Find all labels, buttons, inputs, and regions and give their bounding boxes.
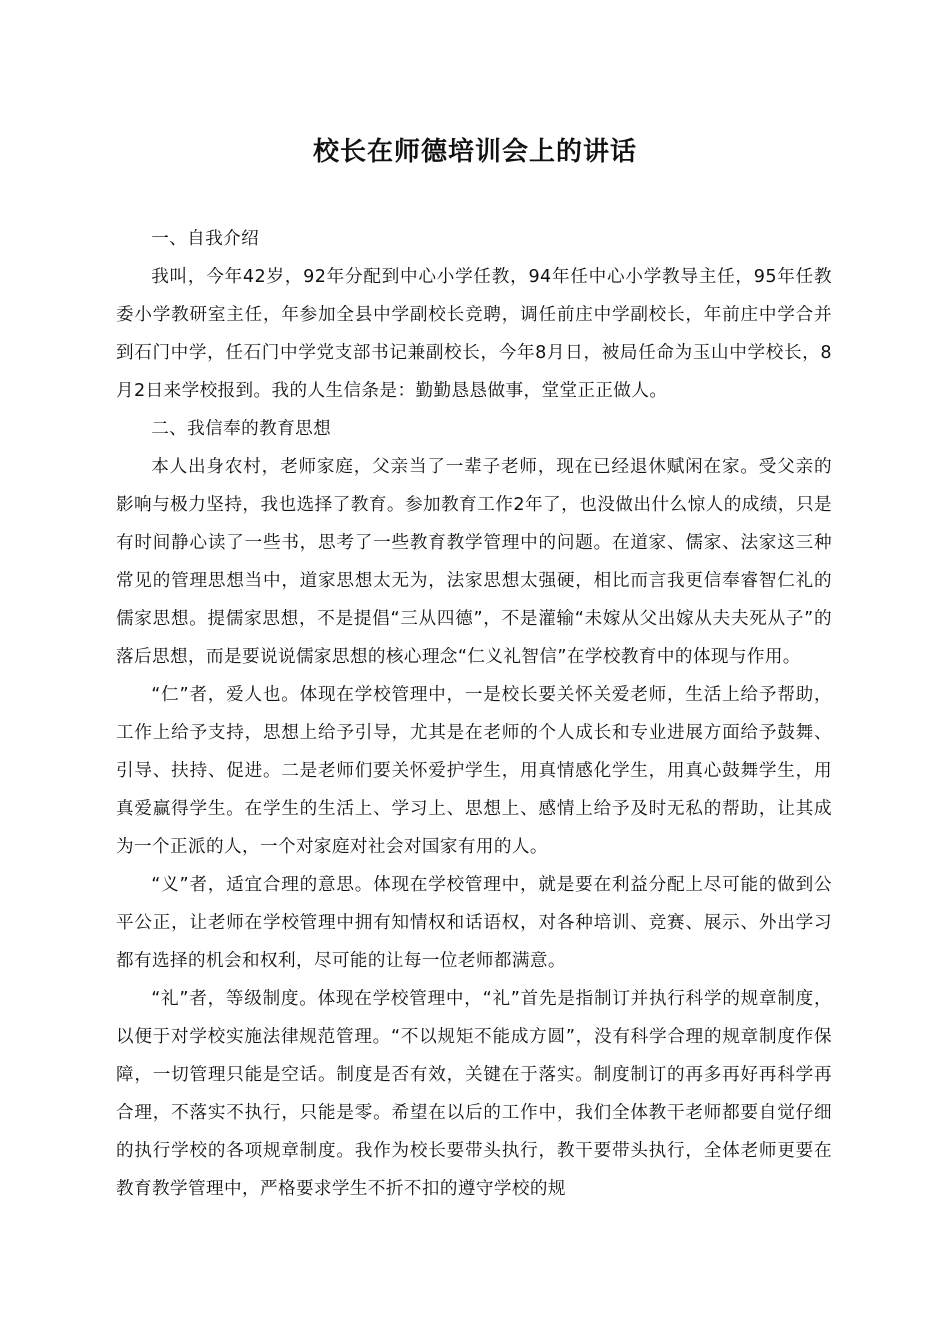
paragraph-self-intro: 我叫，今年42岁，92年分配到中心小学任教，94年任中心小学教导主任，95年任教委小学教研室主任，年参加全县中学副校长竞聘，调任前庄中学副校长，年前庄中学合并到石门中学，任石门中学党支部书记兼副校长，今年8月日，被局任命为玉山中学校长，8月2日来学校报到。我的人生信条是：勤勤恳恳做事，堂堂正正做人。: [116, 267, 832, 401]
section-heading-education-thought: 二、我信奉的教育思想: [151, 419, 332, 439]
document-title: 校长在师德培训会上的讲话: [312, 137, 637, 167]
document-body: [116, 220, 832, 1208]
paragraph-li: “礼”者，等级制度。体现在学校管理中，“礼”首先是指制订并执行科学的规章制度，以便于对学校实施法律规范管理。“不以规矩不能成方圆”，没有科学合理的规章制度作保障，一切管理只能是空话。制度是否有效，关键在于落实。制度制订的再多再好再科学再合理，不落实不执行，只能是零。希望在以后的工作中，我们全体教干老师都要自觉仔细的执行学校的各项规章制度。我作为校长要带头执行，教干要带头执行，全体老师更要在教育教学管理中，严格要求学生不折不扣的遵守学校的规: [116, 989, 832, 1199]
paragraph-ren: “仁”者，爱人也。体现在学校管理中，一是校长要关怀关爱老师，生活上给予帮助，工作上给予支持，思想上给予引导，尤其是在老师的个人成长和专业进展方面给予鼓舞、引导、扶持、促进。二是老师们要关怀爱护学生，用真情感化学生，用真心鼓舞学生，用真爱赢得学生。在学生的生活上、学习上、思想上、感情上给予及时无私的帮助，让其成为一个正派的人，一个对家庭对社会对国家有用的人。: [116, 685, 832, 857]
section-heading-self-intro: 一、自我介绍: [151, 229, 260, 249]
paragraph-background: 本人出身农村，老师家庭，父亲当了一辈子老师，现在已经退休赋闲在家。受父亲的影响与极力坚持，我也选择了教育。参加教育工作2年了，也没做出什么惊人的成绩，只是有时间静心读了一些书，思考了一些教育教学管理中的问题。在道家、儒家、法家这三种常见的管理思想当中，道家思想太无为，法家思想太强硬，相比而言我更信奉睿智仁礼的儒家思想。提儒家思想，不是提倡“三从四德”，不是灌输“未嫁从父出嫁从夫夫死从子”的落后思想，而是要说说儒家思想的核心理念“仁义礼智信”在学校教育中的体现与作用。: [116, 457, 832, 667]
paragraph-yi: “义”者，适宜合理的意思。体现在学校管理中，就是要在利益分配上尽可能的做到公平公正，让老师在学校管理中拥有知情权和话语权，对各种培训、竞赛、展示、外出学习都有选择的机会和权利，尽可能的让每一位老师都满意。: [116, 875, 832, 971]
